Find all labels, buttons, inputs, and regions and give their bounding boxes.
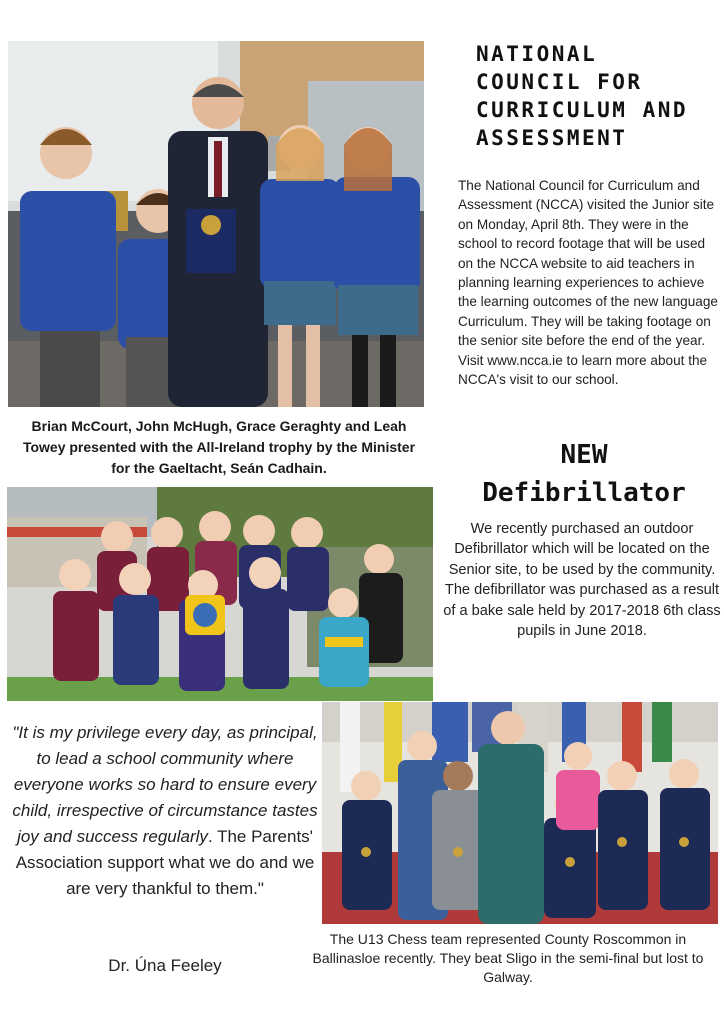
defibrillator-group-photo bbox=[7, 487, 433, 701]
ncca-heading: NATIONAL COUNCIL FOR CURRICULUM AND ASSESSMENT bbox=[476, 42, 689, 150]
defibrillator-heading bbox=[446, 436, 722, 512]
defibrillator-heading-line2: Defibrillator bbox=[482, 478, 686, 508]
chess-photo-caption: The U13 Chess team represented County Roscommon in Ballinasloe recently. They beat Sligo in the semi-final but lost to Galway. bbox=[312, 931, 704, 985]
principal-quote bbox=[6, 720, 324, 902]
chess-team-photo bbox=[322, 702, 718, 924]
quote-plain-text: . The Parents' Association support what we do and we are very thankful to them." bbox=[15, 827, 315, 898]
ncca-article-text: The National Council for Curriculum and Assessment (NCCA) visited the Junior site on Monday, April 8th. They were in the school to record footage that will be used on the NCCA website to aid teachers in planning learning experiences to achieve the learning outcomes of the new language Curriculum. They will be taking footage on the senior site before the end of the year. Visit www.ncca.ie to learn more about the NCCA's visit to our school. bbox=[458, 178, 718, 388]
quote-italic-text: "It is my privilege every day, as principal, to lead a school community where everyone works so hard to ensure every child, irrespective of circumstance tastes joy and success regularly bbox=[12, 723, 318, 846]
trophy-photo-caption: Brian McCourt, John McHugh, Grace Geraghty and Leah Towey presented with the All-Ireland trophy by the Minister for the Gaeltacht, Seán Cadhain. bbox=[22, 418, 416, 476]
defibrillator-heading-line1: NEW bbox=[560, 440, 608, 470]
trophy-presentation-photo bbox=[8, 41, 424, 407]
defibrillator-article-text: We recently purchased an outdoor Defibrillator which will be located on the Senior site, to be used by the community. The defibrillator was purchased as a result of a bake sale held by 2017-2018 6th class pupils in June 2018. bbox=[443, 521, 721, 640]
quote-author: Dr. Úna Feeley bbox=[108, 956, 222, 975]
